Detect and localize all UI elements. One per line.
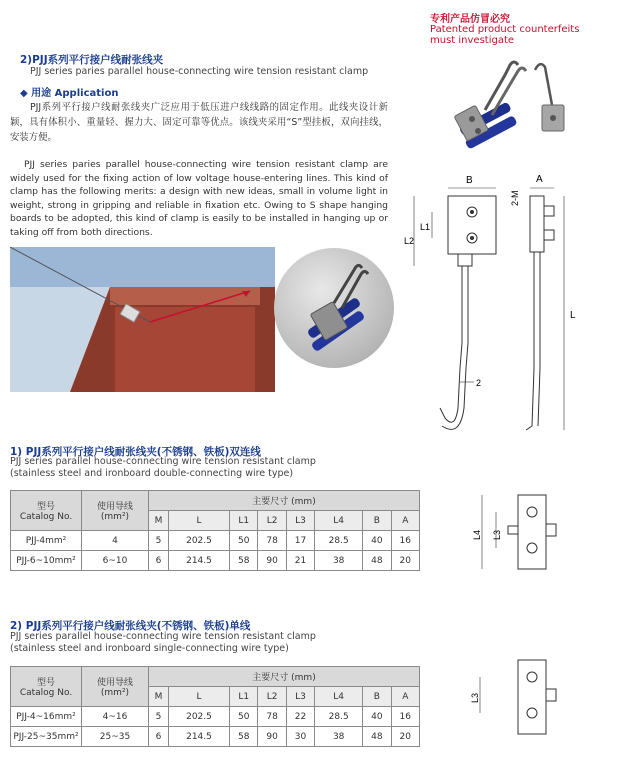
col-l4: L4 (315, 511, 363, 531)
section2-title-cn: 2) PJJ系列平行接户线耐张线夹(不锈钢、铁板)单线 (10, 620, 251, 632)
col-l: L (168, 687, 229, 707)
col-b: B (363, 687, 391, 707)
application-para-en: PJJ series paries parallel house-connecting wire tension resistant clamp are widely used for the fixing action of low voltage house-entering lines. This kind of clamp has the following merits: a design with new ideas, small in volume light in weight, strong in gripping and reliable in fixation etc. Owing to S shape hanging boards to be adopted, this kind of clamp is easily to be installed in hanging up or taking off from both directions. (10, 159, 388, 238)
dim-label-l4: L4 (472, 529, 482, 540)
col-a: A (391, 687, 419, 707)
section1-title-en2: (stainless steel and ironboard double-connecting wire type) (10, 468, 294, 479)
col-dims: 主要尺寸 (mm) (149, 491, 420, 511)
product-render-top (440, 55, 580, 165)
dim-label-b: B (466, 175, 473, 186)
dim-label-a: A (536, 174, 543, 185)
patent-notice-en: Patented product counterfeits must investigate (430, 24, 580, 46)
dim-label-l2: L2 (404, 236, 415, 246)
col-l1: L1 (230, 687, 258, 707)
installation-photo (10, 247, 275, 392)
col-l: L (168, 511, 229, 531)
col-wire: 使用导线 (mm²) (82, 667, 149, 707)
col-m: M (149, 511, 169, 531)
clamp-technical-drawing (400, 168, 615, 443)
section1-spec-table (10, 490, 420, 571)
table-row: PJJ-25~35mm² 25~35 6 214.5 58 90 30 38 48 20 (11, 727, 420, 747)
col-m: M (149, 687, 169, 707)
section2-title-en2: (stainless steel and ironboard single-connecting wire type) (10, 643, 289, 654)
application-para-cn: PJJ系列平行接户线耐张线夹广泛应用于低压进户线线路的固定作用。此线夹设计新颖，具有体积小、重量轻、握力大、固定可靠等优点。该线夹采用“S”型挂板，双向挂线，安装方便。 (10, 102, 388, 143)
table-row: PJJ-4mm² 4 5 202.5 50 78 17 28.5 40 16 (11, 531, 420, 551)
col-catalog: 型号 Catalog No. (11, 491, 82, 531)
section2-title-en: PJJ series parallel house-connecting wire tension resistant clamp (10, 631, 316, 642)
table-row: PJJ-6~10mm² 6~10 6 214.5 58 90 21 38 48 20 (11, 551, 420, 571)
dim-label-l3: L3 (492, 529, 502, 540)
product-zoom-circle (274, 248, 394, 368)
dim-label-l1: L1 (420, 222, 431, 232)
col-l3: L3 (286, 511, 314, 531)
single-clamp-drawing (460, 655, 580, 740)
col-b: B (363, 511, 391, 531)
col-a: A (391, 511, 419, 531)
section1-title-cn: 1) PJJ系列平行接户线耐张线夹(不锈钢、铁板)双连线 (10, 446, 261, 458)
col-l3: L3 (286, 687, 314, 707)
dim-label-m: 2-M (510, 190, 520, 206)
col-dims: 主要尺寸 (mm) (149, 667, 420, 687)
dim-label-two: 2 (476, 378, 482, 388)
double-clamp-drawing (460, 490, 580, 575)
intro-title-en: PJJ series paries parallel house-connecting wire tension resistant clamp (30, 66, 369, 77)
patent-notice-cn: 专利产品仿冒必究 (430, 14, 510, 25)
section2-spec-table (10, 666, 420, 747)
col-wire: 使用导线 (mm²) (82, 491, 149, 531)
table-row: PJJ-4~16mm² 4~16 5 202.5 50 78 22 28.5 40 16 (11, 707, 420, 727)
col-l2: L2 (258, 511, 286, 531)
dim-label-l: L (570, 310, 576, 321)
col-l4: L4 (315, 687, 363, 707)
dim-label-l3b: L3 (470, 692, 480, 703)
intro-title-cn: 2)PJJ系列平行接户线耐张线夹 (20, 54, 164, 66)
application-label: ◆ 用途 Application (20, 88, 119, 99)
col-catalog: 型号 Catalog No. (11, 667, 82, 707)
col-l1: L1 (230, 511, 258, 531)
col-l2: L2 (258, 687, 286, 707)
section1-title-en: PJJ series parallel house-connecting wire tension resistant clamp (10, 456, 316, 467)
